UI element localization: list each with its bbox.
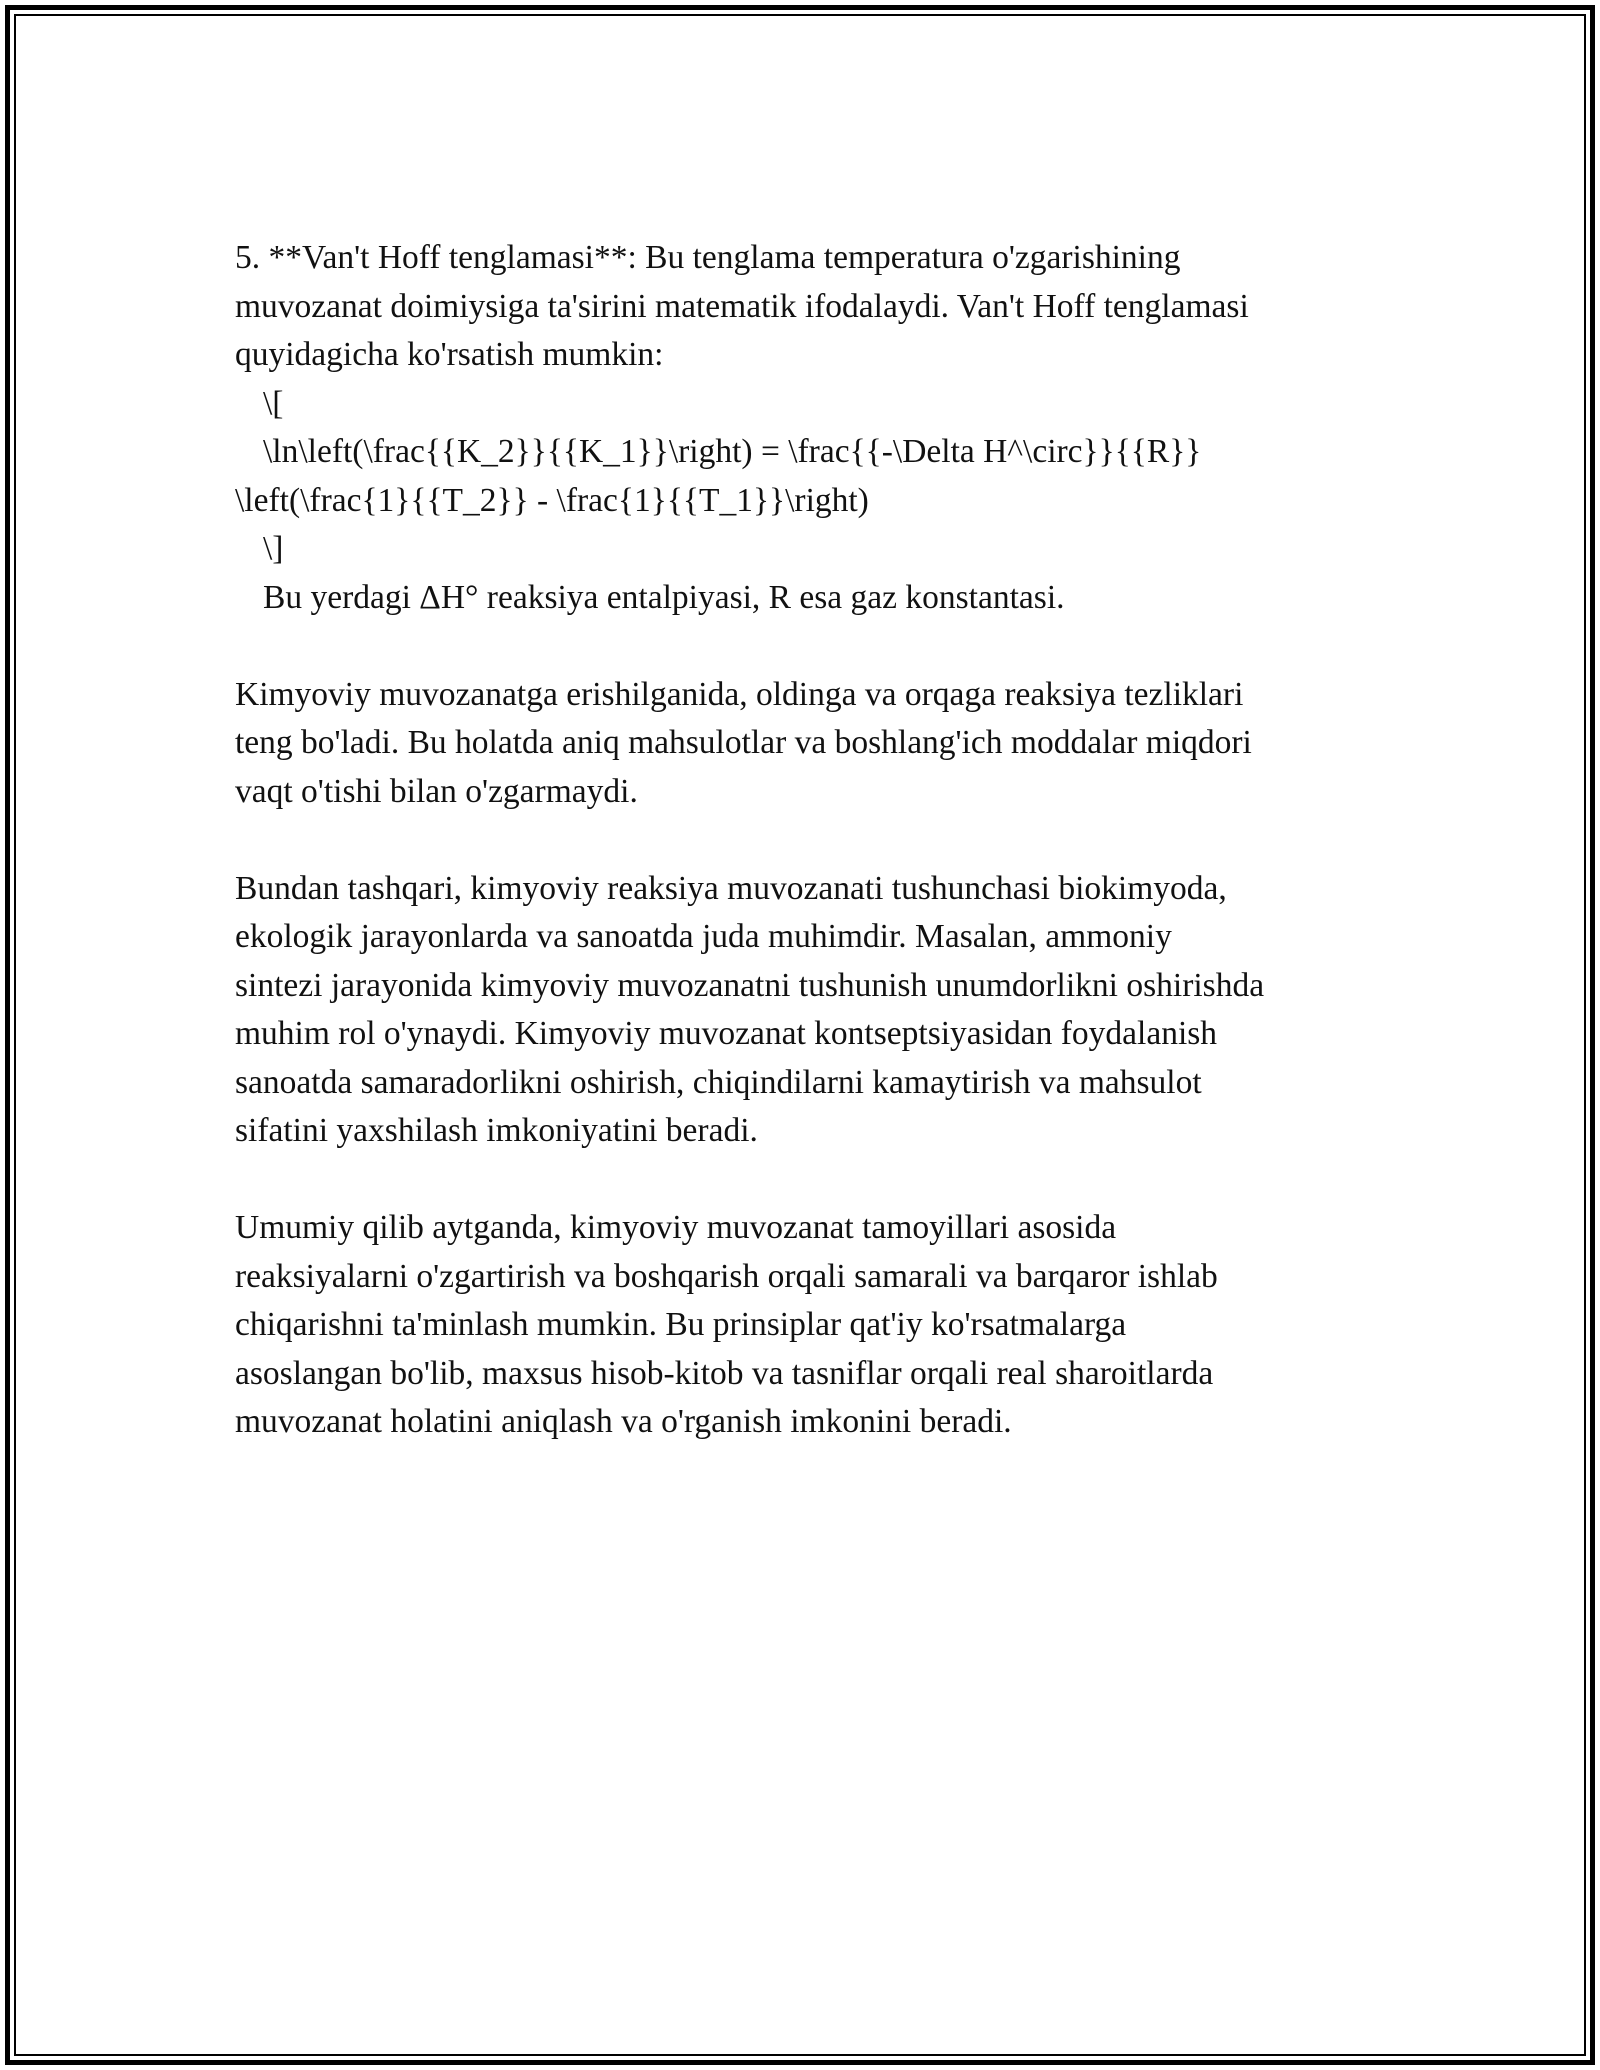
formula-explanation: Bu yerdagi ΔH° reaksiya entalpiyasi, R esa gaz konstantasi. bbox=[263, 578, 1065, 616]
formula-close: \] bbox=[263, 530, 284, 567]
formula-line: \left(\frac{1}{{T_2}} - \frac{1}{{T_1}}\right) bbox=[235, 481, 869, 519]
text-line: Kimyoviy muvozanatga erishilganida, oldinga va orqaga reaksiya tezliklari bbox=[235, 675, 1244, 713]
text-line: sanoatda samaradorlikni oshirish, chiqindilarni kamaytirish va mahsulot bbox=[235, 1063, 1202, 1101]
text-line: muvozanat doimiysiga ta'sirini matematik ifodalaydi. Van't Hoff tenglamasi bbox=[235, 287, 1249, 325]
formula-open: \[ bbox=[263, 384, 284, 422]
formula-line: \ln\left(\frac{{K_2}}{{K_1}}\right) = \frac{{-\Delta H^\circ}}{{R}} bbox=[263, 433, 1202, 470]
paragraph-conclusion bbox=[235, 1204, 1395, 1447]
document-body bbox=[235, 234, 1395, 1447]
text-line: 5. **Van't Hoff tenglamasi**: Bu tenglama temperatura o'zgarishining bbox=[235, 239, 1181, 276]
text-line: chiqarishni ta'minlash mumkin. Bu prinsiplar qat'iy ko'rsatmalarga bbox=[235, 1306, 1127, 1343]
paragraph-applications bbox=[235, 865, 1395, 1156]
text-line: reaksiyalarni o'zgartirish va boshqarish orqali samarali va barqaror ishlab bbox=[235, 1257, 1218, 1295]
text-line: sifatini yaxshilash imkoniyatini beradi. bbox=[235, 1112, 758, 1149]
section-vant-hoff bbox=[235, 234, 1395, 622]
paragraph-gap bbox=[235, 622, 1395, 671]
text-line: asoslangan bo'lib, maxsus hisob-kitob va tasniflar orqali real sharoitlarda bbox=[235, 1354, 1214, 1392]
paragraph-equilibrium bbox=[235, 671, 1395, 817]
paragraph-gap bbox=[235, 816, 1395, 865]
text-line: muhim rol o'ynaydi. Kimyoviy muvozanat kontseptsiyasidan foydalanish bbox=[235, 1015, 1218, 1052]
text-line: Bundan tashqari, kimyoviy reaksiya muvozanati tushunchasi biokimyoda, bbox=[235, 869, 1227, 907]
text-line: teng bo'ladi. Bu holatda aniq mahsulotlar va boshlang'ich moddalar miqdori bbox=[235, 724, 1252, 761]
text-line: ekologik jarayonlarda va sanoatda juda muhimdir. Masalan, ammoniy bbox=[235, 918, 1172, 955]
text-line: vaqt o'tishi bilan o'zgarmaydi. bbox=[235, 772, 638, 810]
text-line: muvozanat holatini aniqlash va o'rganish imkonini beradi. bbox=[235, 1403, 1012, 1440]
text-line: Umumiy qilib aytganda, kimyoviy muvozanat tamoyillari asosida bbox=[235, 1209, 1117, 1246]
text-line: sintezi jarayonida kimyoviy muvozanatni tushunish unumdorlikni oshirishda bbox=[235, 966, 1265, 1004]
paragraph-gap bbox=[235, 1156, 1395, 1205]
text-line: quyidagicha ko'rsatish mumkin: bbox=[235, 336, 664, 373]
